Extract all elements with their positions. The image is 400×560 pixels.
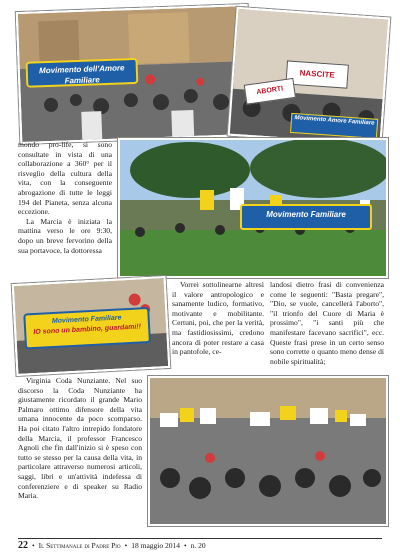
col1-para-2: La Marcia è iniziata la mattina verso le ore 9:30, dopo un breve fervorino della sua portavoce, la dottoressa: [18, 216, 112, 255]
footer-separator-2: •: [124, 541, 128, 550]
sign-nascite-text: NASCITE: [299, 68, 336, 80]
banner-bambino-line2: IO sono un bambino, guardami!!: [33, 323, 142, 337]
sign-aborti-text: ABORTI: [256, 85, 284, 97]
banner-amore-familiare-text: Movimento dell'Amore Familiare: [38, 63, 125, 86]
banner-bambino: [23, 307, 151, 350]
footer-separator-1: •: [32, 541, 35, 550]
banner-movimento-familiare-middle: [240, 204, 372, 230]
text-column-4: [270, 280, 384, 366]
col2-para-1: Virginia Coda Nunziante. Nel suo discorso la Coda Nunziante ha giustamente ricordato il grande Mario Palmaro ottimo difensore della vita umana innocente da poco scomparso. Ha poi citato l'altro intrepido fondatore della Marcia, il professor Francesco Agnoli che fin dall'inizio si è speso con tutto se stesso per la causa della vita, in particolare attraverso numerosi articoli, saggi, libri e un'attività indefessa di conferenziere e di speaker su Radio Maria.: [18, 376, 142, 501]
page-footer: [18, 538, 382, 553]
banner-familiare-right-text: Movimento Amore Familiare: [294, 115, 375, 127]
publication-title: Il Settimanale di Padre Pio: [38, 541, 121, 550]
photo-park-middle: [118, 138, 388, 278]
photo-signs-top-right: [228, 7, 391, 146]
issue-date: 18 maggio 2014: [131, 541, 180, 550]
issue-number: n. 20: [190, 541, 206, 550]
col1-para-1: mondo pro-life, si sono consultate in vista di una collaborazione a 360° per il risveglio della cultura della vita, con la conseguente abrogazione di tutte le leggi 194 del Pianeta, senza alcuna eccezione.: [18, 140, 112, 217]
banner-amore-familiare: [26, 58, 139, 88]
footer-separator-3: •: [183, 541, 187, 550]
banner-bambino-line1: Movimento Familiare: [51, 314, 122, 326]
photo-crowd-bottom-right: [148, 376, 388, 526]
photo-march-top-left: [16, 4, 252, 144]
sign-nascite: [285, 60, 349, 88]
photo-banner-left: [12, 276, 171, 376]
banner-movimento-familiare-middle-text: Movimento Familiare: [266, 210, 346, 219]
text-column-2: [18, 376, 142, 501]
col4-para-1: landosi dietro frasi di convenienza come le seguenti: "Basta pregare", "Dio, se vuole, cancellerà l'aborto", "il trionfo del Cuore di Maria è prossimo", "i santi più che manifestare facevano sacrifici", ecc. Queste frasi prese in un certo senso sono corrette o quanto meno dense di nobile spiritualità;: [270, 280, 384, 366]
text-column-3: [172, 280, 264, 357]
col3-para-1: Vorrei sottolinearne altresì il valore antropologico e sanamente ludico, formativo, motivante e mobilitante. Certuni, poi, che per la verità, ma fastidiosissimi, credono ancora di poter restare a casa in pantofole, ce-: [172, 280, 264, 357]
text-column-1: [18, 140, 112, 255]
page-number: 22: [18, 540, 28, 551]
